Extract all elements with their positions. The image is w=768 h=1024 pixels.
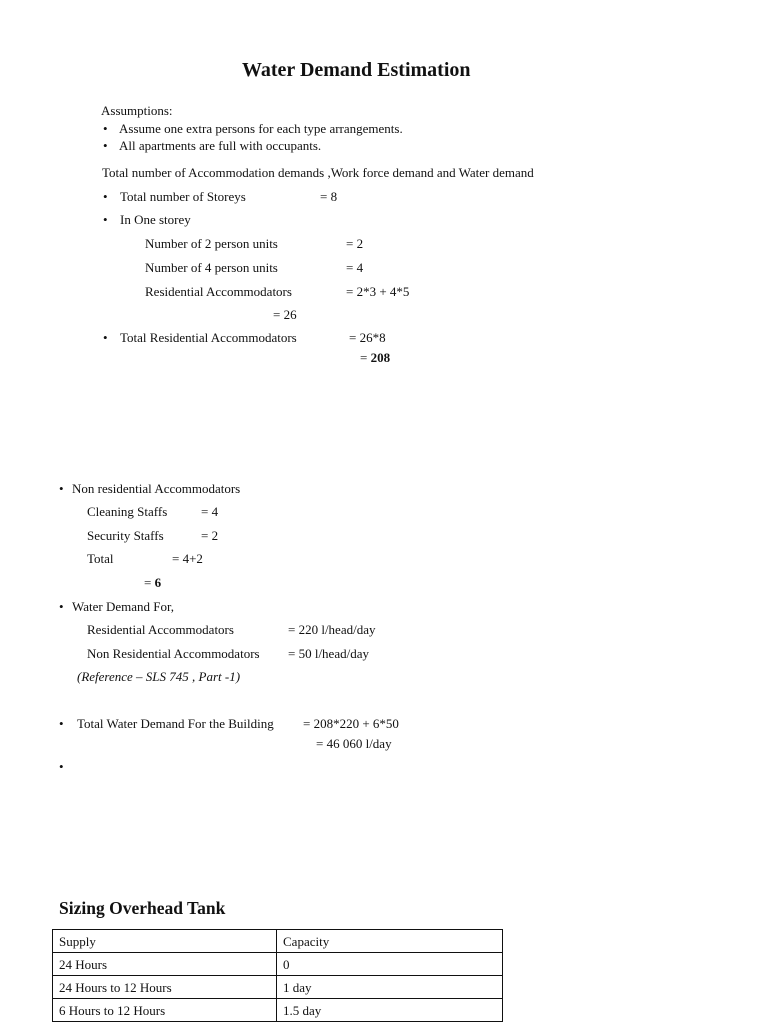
- storeys-value: = 8: [320, 189, 338, 204]
- table-header-row: [53, 930, 503, 953]
- total-res-result-value: 208: [370, 350, 391, 365]
- bullet-icon: •: [59, 599, 64, 614]
- water-demand-heading: Water Demand For,: [72, 599, 175, 614]
- equals-sign: =: [144, 575, 155, 590]
- res-demand-value: = 220 l/head/day: [288, 622, 376, 637]
- assumption-item: All apartments are full with occupants.: [119, 138, 322, 153]
- non-res-total-result: [144, 576, 161, 589]
- non-res-heading: Non residential Accommodators: [72, 481, 241, 496]
- assumptions-heading: Assumptions:: [101, 103, 173, 118]
- table-row: [53, 999, 503, 1022]
- tank-heading: Sizing Overhead Tank: [59, 898, 226, 918]
- bullet-icon: •: [59, 759, 64, 774]
- table-cell: 0: [277, 953, 503, 976]
- res-acc-result: = 26: [273, 307, 297, 322]
- bullet-icon: •: [103, 330, 108, 345]
- non-res-demand-value: = 50 l/head/day: [288, 646, 369, 661]
- table-cell: 24 Hours: [53, 953, 277, 976]
- cleaning-label: Cleaning Staffs: [87, 504, 168, 519]
- res-demand-label: Residential Accommodators: [87, 622, 234, 637]
- total-res-result: [360, 351, 390, 364]
- assumption-item: Assume one extra persons for each type arrangements.: [119, 121, 403, 136]
- non-res-total-formula: = 4+2: [172, 551, 203, 566]
- total-demand-formula: = 208*220 + 6*50: [303, 716, 399, 731]
- bullet-icon: •: [103, 121, 108, 136]
- table-cell: 1.5 day: [277, 999, 503, 1022]
- total-demand-result: = 46 060 l/day: [316, 736, 392, 751]
- bullet-icon: •: [103, 189, 108, 204]
- intro-text: Total number of Accommodation demands ,Work force demand and Water demand: [102, 165, 534, 180]
- non-res-total-result-value: 6: [154, 575, 162, 590]
- bullet-icon: •: [103, 212, 108, 227]
- table-cell: 6 Hours to 12 Hours: [53, 999, 277, 1022]
- bullet-icon: •: [103, 138, 108, 153]
- equals-sign: =: [360, 350, 371, 365]
- two-person-label: Number of 2 person units: [145, 236, 278, 251]
- security-label: Security Staffs: [87, 528, 164, 543]
- table-row: [53, 953, 503, 976]
- storeys-label: Total number of Storeys: [120, 189, 246, 204]
- total-demand-label: Total Water Demand For the Building: [77, 716, 274, 731]
- bullet-icon: •: [59, 716, 64, 731]
- page-title: Water Demand Estimation: [242, 59, 471, 81]
- non-res-total-label: Total: [87, 551, 114, 566]
- res-acc-label: Residential Accommodators: [145, 284, 292, 299]
- table-header-cell: Supply: [53, 930, 277, 953]
- one-storey-label: In One storey: [120, 212, 191, 227]
- two-person-value: = 2: [346, 236, 364, 251]
- reference-note: (Reference – SLS 745 , Part -1): [77, 669, 241, 684]
- tank-table: [52, 929, 503, 1022]
- table-header-cell: Capacity: [277, 930, 503, 953]
- bullet-icon: •: [59, 481, 64, 496]
- table-cell: 24 Hours to 12 Hours: [53, 976, 277, 999]
- total-res-label: Total Residential Accommodators: [120, 330, 297, 345]
- four-person-value: = 4: [346, 260, 364, 275]
- res-acc-formula: = 2*3 + 4*5: [346, 284, 410, 299]
- table-row: [53, 976, 503, 999]
- total-res-formula: = 26*8: [349, 330, 386, 345]
- security-value: = 2: [201, 528, 219, 543]
- non-res-demand-label: Non Residential Accommodators: [87, 646, 260, 661]
- four-person-label: Number of 4 person units: [145, 260, 278, 275]
- table-cell: 1 day: [277, 976, 503, 999]
- cleaning-value: = 4: [201, 504, 219, 519]
